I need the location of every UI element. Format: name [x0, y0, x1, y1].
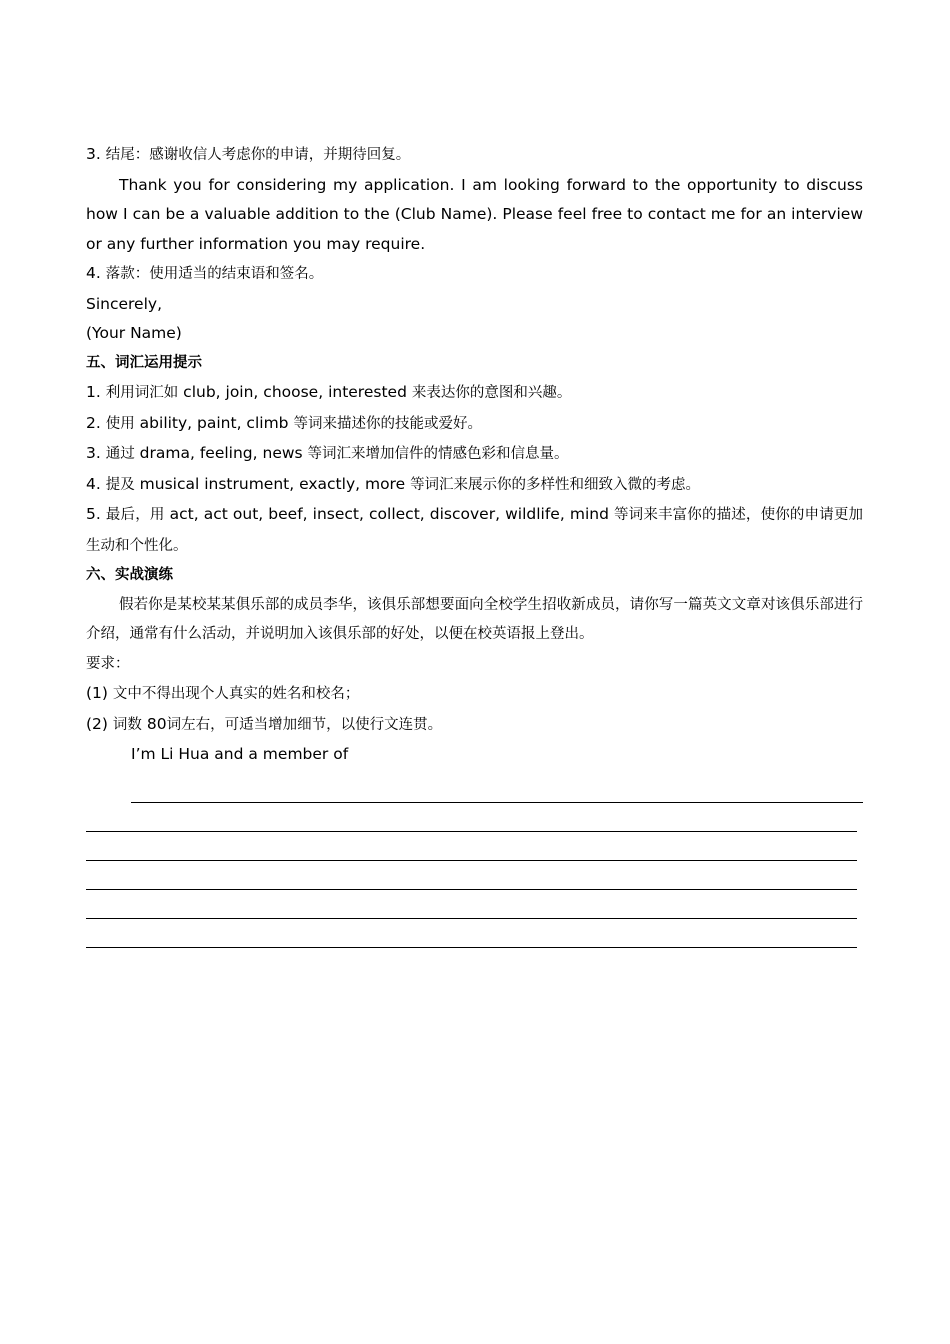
section6-heading: 六、实战演练 [86, 567, 173, 583]
essay-opener: I’m Li Hua and a member of [131, 745, 349, 763]
vocab-tip: 5. 最后，用 act, act out, beef, insect, collect, discover, wildlife, mind 等词来丰富你的描述，使你的申请更加生动和个性化。 [86, 505, 864, 554]
document-page [86, 140, 863, 948]
requirement-item: (1) 文中不得出现个人真实的姓名和校名； [86, 684, 360, 702]
closing-paragraph: Thank you for considering my application. I am looking forward to the opportunity to discuss how I can be a valuable addition to the (Club Name). Please feel free to contact me for an interview or any further information you may require. [86, 175, 863, 253]
vocab-tip: 1. 利用词汇如 club, join, choose, interested 来表达你的意图和兴趣。 [86, 383, 572, 401]
vocab-tip: 3. 通过 drama, feeling, news 等词汇来增加信件的情感色彩和信息量。 [86, 444, 569, 462]
conclusion-instruction: 3. 结尾：感谢收信人考虑你的申请，并期待回复。 [86, 145, 411, 163]
requirement-item: (2) 词数 80词左右，可适当增加细节，以使行文连贯。 [86, 714, 443, 733]
vocab-tip: 4. 提及 musical instrument, exactly, more 等词汇来展示你的多样性和细致入微的考虑。 [86, 474, 701, 493]
section5-heading: 五、词汇运用提示 [86, 354, 202, 371]
vocab-tip: 2. 使用 ability, paint, climb 等词来描述你的技能或爱好。 [86, 413, 482, 432]
writing-prompt: 假若你是某校某某俱乐部的成员李华，该俱乐部想要面向全校学生招收新成员，请你写一篇英文文章对该俱乐部进行介绍，通常有什么活动，并说明加入该俱乐部的好处，以便在校英语报上登出。 [86, 596, 863, 642]
signature-placeholder: (Your Name) [86, 324, 182, 342]
answer-line[interactable] [86, 947, 857, 948]
signature-instruction: 4. 落款：使用适当的结束语和签名。 [86, 264, 324, 282]
sign-off: Sincerely, [86, 294, 163, 313]
requirements-label: 要求： [86, 655, 130, 672]
